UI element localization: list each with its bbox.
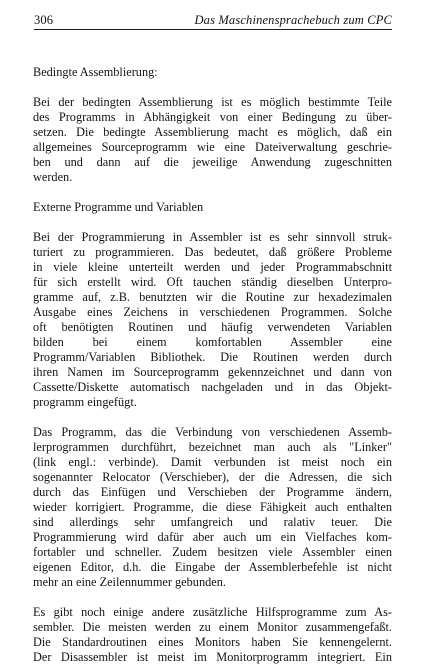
text-line: Programmierung wird dafür aber auch um ein Vielfaches kom-	[33, 530, 392, 544]
page-number: 306	[34, 13, 54, 27]
text-line: fortabler und schneller. Zudem besitzen viele Assembler einen	[33, 545, 392, 559]
text-line: turiert zu programmieren. Das bedeutet, daß größere Probleme	[33, 245, 392, 259]
text-line: Bei der Programmierung in Assembler ist es sehr sinnvoll struk-	[33, 230, 392, 244]
text-line: Die Standardroutinen eines Monitors haben Sie kennengelernt.	[33, 635, 392, 649]
page-body	[33, 65, 392, 665]
paragraph	[33, 425, 392, 590]
text-line: Es gibt noch einige andere zusätzliche Hilfsprogramme zum As-	[33, 605, 392, 619]
text-line: (link engl.: verbinde). Damit verbunden ist meist noch ein	[33, 455, 392, 469]
paragraph	[33, 95, 392, 185]
text-line: in viele kleine unterteilt werden und jeder Programmabschnitt	[33, 260, 392, 274]
text-line: ben und dann auf die jeweilige Anwendung zugeschnitten	[33, 155, 392, 169]
text-line: sembler. Die meisten werden zu einem Monitor zusammengefaßt.	[33, 620, 392, 634]
text-line: durch das Einfügen und Verschieben der Programme ändern,	[33, 485, 392, 499]
page-header	[34, 12, 392, 30]
text-line: programm eingefügt.	[33, 395, 137, 409]
text-line: bilden bei einem komfortablen Assembler eine	[33, 335, 392, 349]
text-line: mehr an eine Zeilennummer gebunden.	[33, 575, 226, 589]
text-line: sind allerdings sehr umfangreich und ralativ teuer. Die	[33, 515, 392, 529]
paragraph	[33, 605, 392, 665]
text-line: lerprogrammen durchführt, bezeichnet man auch als "Linker"	[33, 440, 392, 454]
text-line: Bei der bedingten Assemblierung ist es möglich bestimmte Teile	[33, 95, 392, 109]
text-line: des Programms in Abhängigkeit von einer Bedingung zu über-	[33, 110, 392, 124]
text-line: eigenen Editor, d.h. die Eingabe der Assemblerbefehle ist nicht	[33, 560, 392, 574]
text-line: oft benötigten Routinen und häufig verwendeten Variablen	[33, 320, 392, 334]
text-line: sogenannter Relocator (Verschieber), der die Adressen, die sich	[33, 470, 392, 484]
text-line: allgemeines Sourceprogramm wie eine Dateiverwaltung geschrie-	[33, 140, 392, 154]
text-line: setzen. Die bedingte Assemblierung macht es möglich, daß ein	[33, 125, 392, 139]
running-title: Das Maschinensprachebuch zum CPC	[194, 13, 392, 27]
text-line: für sich erstellt wird. Oft tauchen ständig dieselben Unterpro-	[33, 275, 392, 289]
section-heading: Bedingte Assemblierung:	[33, 65, 158, 79]
text-line: Ausgabe eines Zeichens in verschiedenen Programmen. Solche	[33, 305, 392, 319]
section-heading: Externe Programme und Variablen	[33, 200, 204, 214]
text-line: ihren Namen im Sourceprogramm gekennzeichnet und dann von	[33, 365, 392, 379]
text-line: Cassette/Diskette automatisch nachgeladen und in das Objekt-	[33, 380, 392, 394]
paragraph	[33, 230, 392, 410]
text-line: Das Programm, das die Verbindung von verschiedenen Assemb-	[33, 425, 392, 439]
text-line: Der Disassembler ist meist im Monitorprogramm integriert. Ein	[33, 650, 392, 664]
text-line: gramme auf, z.B. benutzten wir die Routine zur hexadezimalen	[33, 290, 392, 304]
text-line: werden.	[33, 170, 73, 184]
text-line: Programm/Variablen Bibliothek. Die Routinen werden durch	[33, 350, 392, 364]
text-line: wieder korrigiert. Programme, die diese Fähigkeit auch enthalten	[33, 500, 392, 514]
